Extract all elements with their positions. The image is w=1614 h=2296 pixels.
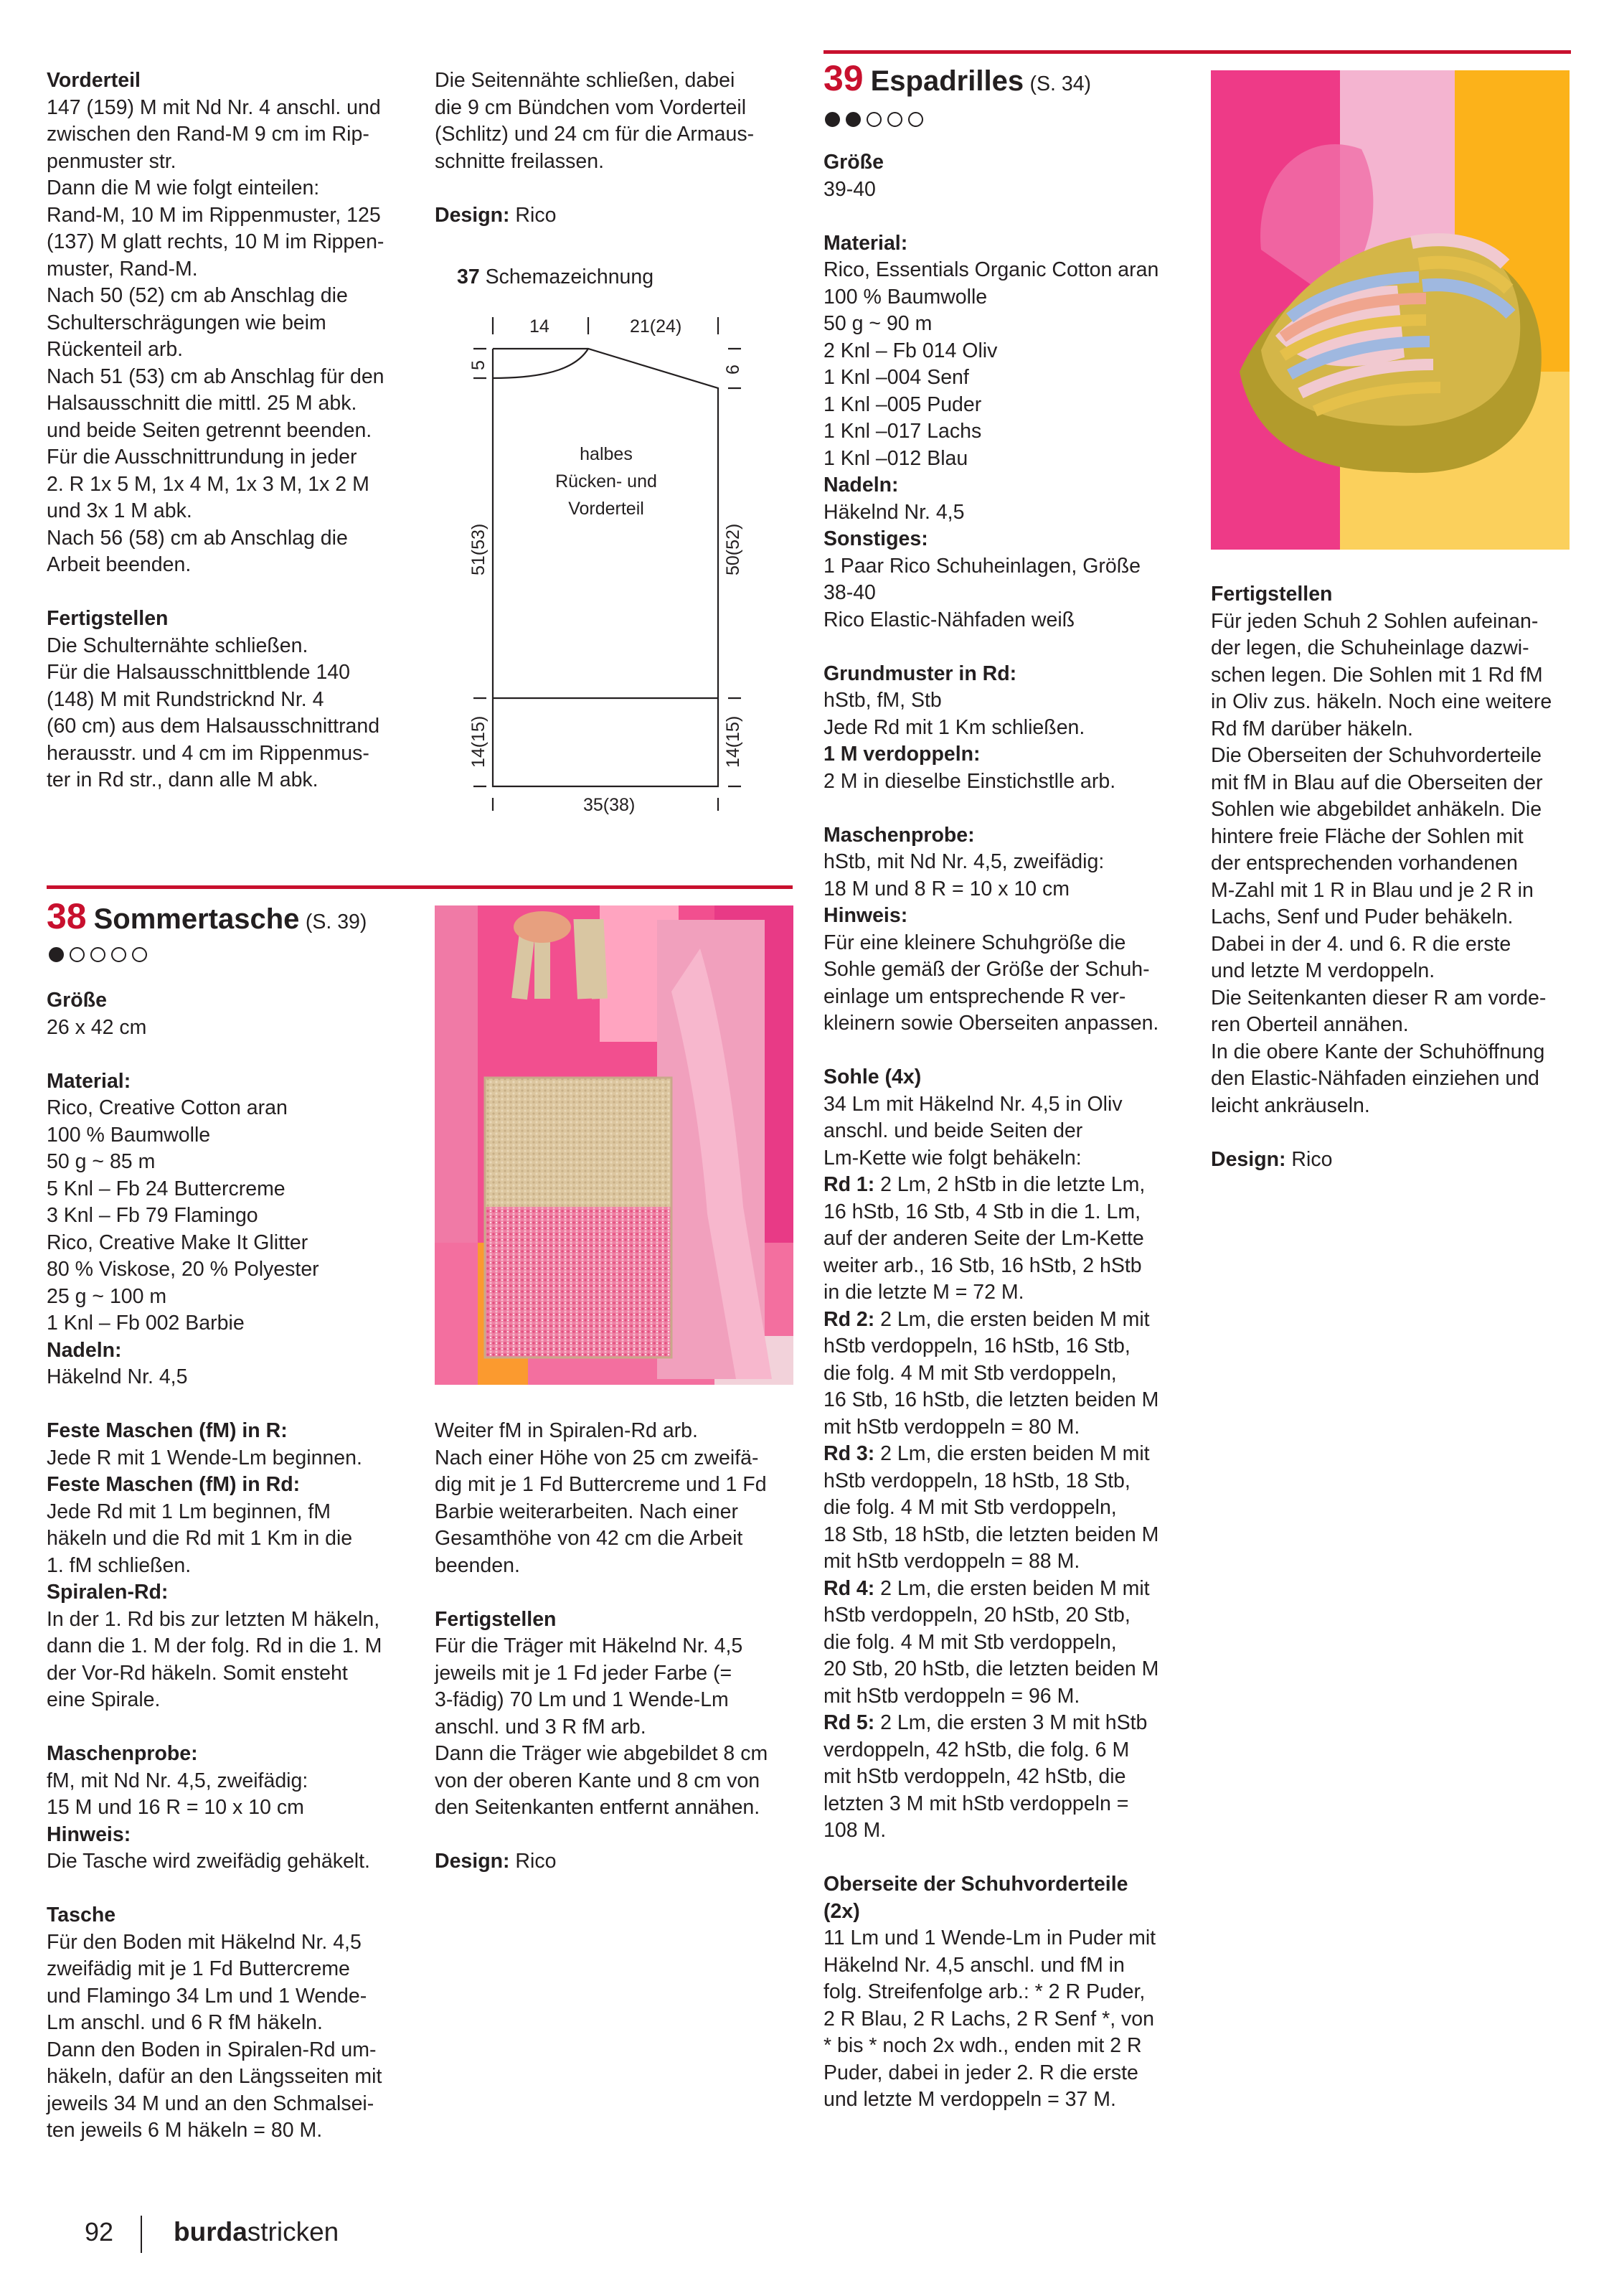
col1-top-text [47,67,412,794]
text-line: herausstr. und 4 cm im Rippenmus- [47,741,369,765]
text-line: 100 % Baumwolle [47,1123,211,1147]
text-line: zwischen den Rand-M 9 cm im Rip- [47,123,369,146]
paragraph [823,1871,1197,2114]
difficulty-dot-icon [846,112,861,127]
section-39-heading [823,57,1091,99]
text-line: mit fM in Blau auf die Oberseiten der [1211,771,1543,794]
section-38-heading [47,895,367,937]
text-line: Grundmuster in Rd: [823,662,1017,685]
difficulty-dot-icon [70,947,85,962]
text-line: penmuster str. [47,149,176,173]
paragraph [823,661,1197,796]
text-line: hStb verdoppeln, 20 hStb, 20 Stb, [823,1604,1131,1627]
text-line: Rico, Creative Cotton aran [47,1096,288,1119]
text-line: 1 M verdoppeln: [823,743,981,766]
text-line: Die Tasche wird zweifädig gehäkelt. [47,1850,370,1873]
espadrilles-image [1211,70,1570,550]
text-line: Schulterschrägungen wie beim [47,311,326,334]
paragraph [435,1848,808,1876]
text-line: muster, Rand-M. [47,257,198,281]
paragraph [47,1902,420,2145]
text-line: Dann den Boden in Spiralen-Rd um- [47,2038,377,2061]
text-line: Für den Boden mit Häkelnd Nr. 4,5 [47,1930,362,1954]
text-line: In die obere Kante der Schuhöffnung [1211,1040,1545,1063]
text-line: Nadeln: [823,474,899,497]
text-line: Lm-Kette wie folgt behäkeln: [823,1146,1082,1170]
text-line: mit hStb verdoppeln, 42 hStb, die [823,1765,1126,1788]
difficulty-dot-icon [90,947,105,962]
text-line: schnitte freilassen. [435,149,605,173]
text-line: der entsprechenden vorhandenen [1211,852,1518,875]
text-line: 3 Knl – Fb 79 Flamingo [47,1204,258,1227]
text-line: Rd 3: 2 Lm, die ersten beiden M mit [823,1442,1150,1465]
text-line: Arbeit beenden. [47,553,192,576]
text-line: 26 x 42 cm [47,1015,147,1039]
text-line: Hinweis: [47,1822,131,1846]
section-39-number: 39 [823,58,864,98]
text-line: Jede Rd mit 1 Km schließen. [823,715,1085,739]
difficulty-dot-icon [111,947,126,962]
section-39-col4-text [1211,581,1577,1173]
section-38-page-ref: (S. 39) [305,911,367,933]
paragraph [47,606,412,794]
text-line: mit hStb verdoppeln = 96 M. [823,1684,1080,1708]
text-line: Dann die Träger wie abgebildet 8 cm [435,1742,768,1765]
paragraph [47,1068,420,1391]
text-line: Fertigstellen [1211,583,1333,606]
text-line: Fertigstellen [47,607,169,630]
text-line: weiter arb., 16 Stb, 16 hStb, 2 hStb [823,1253,1142,1277]
text-line: 2 R Blau, 2 R Lachs, 2 R Senf *, von [823,2007,1154,2031]
text-line: verdoppeln, 42 hStb, die folg. 6 M [823,1738,1130,1761]
text-line: ten jeweils 6 M häkeln = 80 M. [47,2119,323,2142]
text-line: Rico Elastic-Nähfaden weiß [823,608,1075,631]
schema-label-right-small: 6 [723,364,743,375]
text-line: 1 Knl –012 Blau [823,446,968,470]
text-line: Maschenprobe: [47,1742,198,1765]
paragraph [823,149,1197,203]
text-line: Barbie weiterarbeiten. Nach einer [435,1500,738,1523]
text-line: 50 g ~ 90 m [823,312,933,335]
text-line: 2 M in dieselbe Einstichstlle arb. [823,769,1116,793]
text-line: und letzte M verdoppeln = 37 M. [823,2088,1116,2111]
text-line: Design: Rico [435,203,557,227]
text-line: hStb verdoppeln, 16 hStb, 16 Stb, [823,1335,1131,1358]
text-line: 80 % Viskose, 20 % Polyester [47,1258,319,1281]
text-line: In der 1. Rd bis zur letzten M häkeln, [47,1607,380,1631]
text-line: Häkelnd Nr. 4,5 [47,1365,188,1388]
paragraph [435,1418,808,1579]
text-line: 3-fädig) 70 Lm und 1 Wende-Lm [435,1688,729,1711]
text-line: einlage um entsprechende R ver- [823,984,1126,1008]
text-line: ren Oberteil annähen. [1211,1013,1409,1036]
text-line: Puder, dabei in jeder 2. R die erste [823,2061,1138,2084]
text-line: 2 Knl – Fb 014 Oliv [823,339,998,362]
text-line: Sonstiges: [823,527,928,550]
text-line: kleinern sowie Oberseiten anpassen. [823,1012,1159,1035]
text-line: Rico, Essentials Organic Cotton aran [823,258,1159,281]
text-line: mit hStb verdoppeln = 88 M. [823,1550,1080,1573]
section-39-difficulty [825,112,923,127]
text-line: Größe [823,151,884,174]
text-line: Für die Träger mit Häkelnd Nr. 4,5 [435,1634,743,1657]
schema-label-left-small: 5 [468,360,489,370]
section-39-title: Espadrilles [870,65,1024,97]
text-line: Hinweis: [823,904,908,927]
paragraph [1211,1147,1577,1174]
text-line: von der oberen Kante und 8 cm von [435,1769,760,1792]
text-line: 1 Knl –005 Puder [823,392,982,416]
text-line: Halsausschnitt die mittl. 25 M abk. [47,392,357,415]
footer-separator [141,2216,142,2253]
text-line: mit hStb verdoppeln = 80 M. [823,1415,1080,1439]
text-line: Lachs, Senf und Puder behäkeln. [1211,905,1514,928]
text-line: Für eine kleinere Schuhgröße die [823,931,1126,954]
schema-center-line2: Rücken- und [555,471,657,491]
text-line: 5 Knl – Fb 24 Buttercreme [47,1177,285,1200]
text-line: eine Spirale. [47,1688,161,1711]
section-38-col1-text [47,987,420,2145]
text-line: Rd 5: 2 Lm, die ersten 3 M mit hStb [823,1711,1148,1734]
text-line: leicht ankräuseln. [1211,1093,1370,1117]
text-line: der legen, die Schuheinlage dazwi- [1211,636,1529,659]
text-line: Nadeln: [47,1338,122,1362]
text-line: fM, mit Nd Nr. 4,5, zweifädig: [47,1769,308,1792]
difficulty-dot-icon [908,112,923,127]
text-line: dig mit je 1 Fd Buttercreme und 1 Fd [435,1473,767,1496]
text-line: 18 M und 8 R = 10 x 10 cm [823,877,1070,900]
page-number: 92 [85,2217,114,2246]
section-39-page-ref: (S. 34) [1029,72,1092,95]
text-line: schen legen. Die Sohlen mit 1 Rd fM [1211,663,1543,687]
text-line: M-Zahl mit 1 R in Blau und je 2 R in [1211,878,1534,902]
text-line: Rückenteil arb. [47,338,184,361]
text-line: ter in Rd str., dann alle M abk. [47,768,318,791]
paragraph [435,202,808,230]
text-line: zweifädig mit je 1 Fd Buttercreme [47,1957,350,1980]
section-39-rule [823,50,1571,54]
schema-label-left-mid: 51(53) [468,523,489,575]
text-line: Für die Ausschnittrundung in jeder [47,446,357,469]
text-line: beenden. [435,1553,520,1577]
text-line: 39-40 [823,177,876,201]
text-line: Tasche [47,1904,116,1926]
paragraph [435,1606,808,1822]
espadrilles-photo [1211,70,1570,550]
text-line: Für jeden Schuh 2 Sohlen aufeinan- [1211,609,1539,633]
section-38-rule [47,885,793,889]
text-line: Fertigstellen [435,1607,557,1631]
schema-center-line1: halbes [580,444,633,464]
section-38-title: Sommertasche [93,903,300,935]
text-line: Nach 56 (58) cm ab Anschlag die [47,526,348,550]
text-line: anschl. und 3 R fM arb. [435,1715,646,1739]
paragraph [47,987,420,1041]
text-line: 1 Knl –017 Lachs [823,420,982,443]
schema-label-top-right: 21(24) [630,316,682,337]
text-line: Design: Rico [1211,1147,1333,1171]
text-line: 20 Stb, 20 hStb, die letzten beiden M [823,1657,1159,1680]
magazine-brand [174,2217,339,2247]
paragraph [47,1418,420,1714]
text-line: 100 % Baumwolle [823,285,988,309]
text-line: und 3x 1 M abk. [47,499,192,522]
text-line: Dann die M wie folgt einteilen: [47,177,320,199]
text-line: anschl. und beide Seiten der [823,1119,1083,1142]
text-line: 18 Stb, 18 hStb, die letzten beiden M [823,1523,1159,1546]
paragraph [823,822,1197,1038]
text-line: Vorderteil [47,69,141,92]
text-line: folg. Streifenfolge arb.: * 2 R Puder, [823,1980,1146,2003]
text-line: Rand-M, 10 M im Rippenmuster, 125 [47,203,381,227]
section-38-difficulty [49,947,147,962]
text-line: 1 Knl –004 Senf [823,366,969,389]
text-line: Die Seitenkanten dieser R am vorde- [1211,986,1547,1010]
text-line: den Seitenkanten entfernt annähen. [435,1796,760,1819]
text-line: 15 M und 16 R = 10 x 10 cm [47,1796,304,1819]
text-line: in Oliv zus. häkeln. Noch eine weitere [1211,690,1552,713]
schema-caption [457,265,653,289]
text-line: 16 hStb, 16 Stb, 4 Stb in die 1. Lm, [823,1200,1141,1223]
col2-top-text [435,67,808,229]
text-line: 2. R 1x 5 M, 1x 4 M, 1x 3 M, 1x 2 M [47,472,369,496]
text-line: Oberseite der Schuhvorderteile [823,1873,1128,1896]
text-line: häkeln und die Rd mit 1 Km in die [47,1527,353,1550]
text-line: Rd 4: 2 Lm, die ersten beiden M mit [823,1576,1150,1600]
tote-bag-photo [435,905,793,1385]
text-line: Gesamthöhe von 42 cm die Arbeit [435,1527,743,1550]
text-line: 34 Lm mit Häkelnd Nr. 4,5 in Oliv [823,1092,1123,1116]
text-line: Nach einer Höhe von 25 cm zweifä- [435,1446,759,1469]
difficulty-dot-icon [825,112,840,127]
text-line: die folg. 4 M mit Stb verdoppeln, [823,1496,1117,1519]
text-line: Die Oberseiten der Schuhvorderteile [1211,744,1542,767]
text-line: 16 Stb, 16 hStb, die letzten beiden M [823,1388,1159,1411]
text-line: hintere freie Fläche der Sohlen mit [1211,824,1524,848]
paragraph [823,230,1197,634]
text-line: Design: Rico [435,1850,557,1873]
text-line: die folg. 4 M mit Stb verdoppeln, [823,1361,1117,1385]
text-line: (137) M glatt rechts, 10 M im Rippen- [47,230,384,253]
text-line: auf der anderen Seite der Lm-Kette [823,1227,1144,1250]
text-line: 1 Paar Rico Schuheinlagen, Größe [823,554,1141,578]
schema-label-left-bottom: 14(15) [468,715,489,768]
text-line: Feste Maschen (fM) in Rd: [47,1473,301,1496]
text-line: 25 g ~ 100 m [47,1284,167,1308]
schema-label-top-left: 14 [529,316,549,337]
text-line: 1. fM schließen. [47,1553,192,1577]
text-line: Material: [823,231,908,255]
text-line: (2x) [823,1899,860,1923]
paragraph [47,67,412,579]
text-line: Lm anschl. und 6 R fM häkeln. [47,2011,323,2034]
text-line: 1 Knl – Fb 002 Barbie [47,1312,245,1335]
schema-center-line3: Vorderteil [568,499,644,519]
paragraph [823,1064,1197,1845]
text-line: hStb verdoppeln, 18 hStb, 18 Stb, [823,1469,1131,1492]
text-line: jeweils 34 M und an den Schmalsei- [47,2092,374,2115]
difficulty-dot-icon [887,112,902,127]
text-line: 11 Lm und 1 Wende-Lm in Puder mit [823,1926,1156,1949]
difficulty-dot-icon [49,947,64,962]
text-line: 108 M. [823,1819,887,1842]
schema-label-right-mid: 50(52) [723,523,743,575]
text-line: 38-40 [823,581,876,604]
text-line: Häkelnd Nr. 4,5 anschl. und fM in [823,1953,1125,1977]
text-line: die 9 cm Bündchen vom Vorderteil [435,95,747,119]
paragraph [47,1741,420,1876]
paragraph [435,67,808,175]
paragraph [1211,581,1577,1119]
text-line: letzten 3 M mit hStb verdoppeln = [823,1792,1129,1815]
text-line: Material: [47,1069,131,1093]
text-line: Häkelnd Nr. 4,5 [823,500,965,524]
text-line: hStb, fM, Stb [823,689,942,712]
text-line: Die Seitennähte schließen, dabei [435,69,735,92]
text-line: häkeln, dafür an den Längsseiten mit [47,2065,382,2088]
schema-label-bottom: 35(38) [583,795,636,815]
text-line: hStb, mit Nd Nr. 4,5, zweifädig: [823,850,1105,873]
text-line: der Vor-Rd häkeln. Somit ensteht [47,1661,348,1685]
text-line: Rd 1: 2 Lm, 2 hStb in die letzte Lm, [823,1173,1146,1196]
text-line: Dabei in der 4. und 6. R die erste [1211,932,1511,956]
text-line: und Flamingo 34 Lm und 1 Wende- [47,1984,367,2008]
brand-regular: stricken [247,2217,339,2246]
difficulty-dot-icon [867,112,882,127]
schema-diagram [452,309,768,825]
difficulty-dot-icon [132,947,147,962]
text-line: Für die Halsausschnittblende 140 [47,661,351,684]
text-line: Größe [47,989,107,1012]
text-line: die folg. 4 M mit Stb verdoppeln, [823,1630,1117,1654]
schema-caption-number: 37 [457,265,480,288]
text-line: den Elastic-Nähfaden einziehen und [1211,1067,1539,1090]
schema-label-right-bottom: 14(15) [723,715,743,768]
text-line: 50 g ~ 85 m [47,1150,156,1173]
text-line: Jede Rd mit 1 Lm beginnen, fM [47,1500,331,1523]
section-39-col3-text [823,149,1197,2114]
section-38-number: 38 [47,896,87,936]
tote-bag-image [435,905,793,1385]
text-line: Nach 51 (53) cm ab Anschlag für den [47,364,384,388]
text-line: und beide Seiten getrennt beenden. [47,418,372,442]
text-line: Sohlen wie abgebildet anhäkeln. Die [1211,798,1542,821]
text-line: Feste Maschen (fM) in R: [47,1419,288,1442]
schema-caption-text: Schemazeichnung [485,265,654,288]
text-line: Jede R mit 1 Wende-Lm beginnen. [47,1446,362,1469]
text-line: Sohle (4x) [823,1065,922,1088]
text-line: (148) M mit Rundstricknd Nr. 4 [47,687,324,711]
text-line: (60 cm) aus dem Halsausschnittrand [47,715,380,738]
text-line: dann die 1. M der folg. Rd in die 1. M [47,1634,382,1657]
brand-bold: burda [174,2217,247,2246]
text-line: Rd fM darüber häkeln. [1211,717,1413,740]
text-line: Weiter fM in Spiralen-Rd arb. [435,1419,698,1442]
text-line: Rico, Creative Make It Glitter [47,1231,308,1254]
text-line: und letzte M verdoppeln. [1211,959,1435,982]
text-line: Die Schulternähte schließen. [47,634,308,657]
text-line: * bis * noch 2x wdh., enden mit 2 R [823,2034,1142,2057]
text-line: in die letzte M = 72 M. [823,1281,1024,1304]
text-line: Nach 50 (52) cm ab Anschlag die [47,284,348,307]
text-line: Spiralen-Rd: [47,1581,169,1604]
text-line: 147 (159) M mit Nd Nr. 4 anschl. und [47,95,381,119]
text-line: jeweils mit je 1 Fd jeder Farbe (= [435,1661,732,1685]
section-38-col2-text [435,1418,808,1876]
text-line: (Schlitz) und 24 cm für die Armaus- [435,123,755,146]
text-line: Maschenprobe: [823,823,975,847]
text-line: Sohle gemäß der Größe der Schuh- [823,958,1150,981]
text-line: Rd 2: 2 Lm, die ersten beiden M mit [823,1307,1150,1331]
